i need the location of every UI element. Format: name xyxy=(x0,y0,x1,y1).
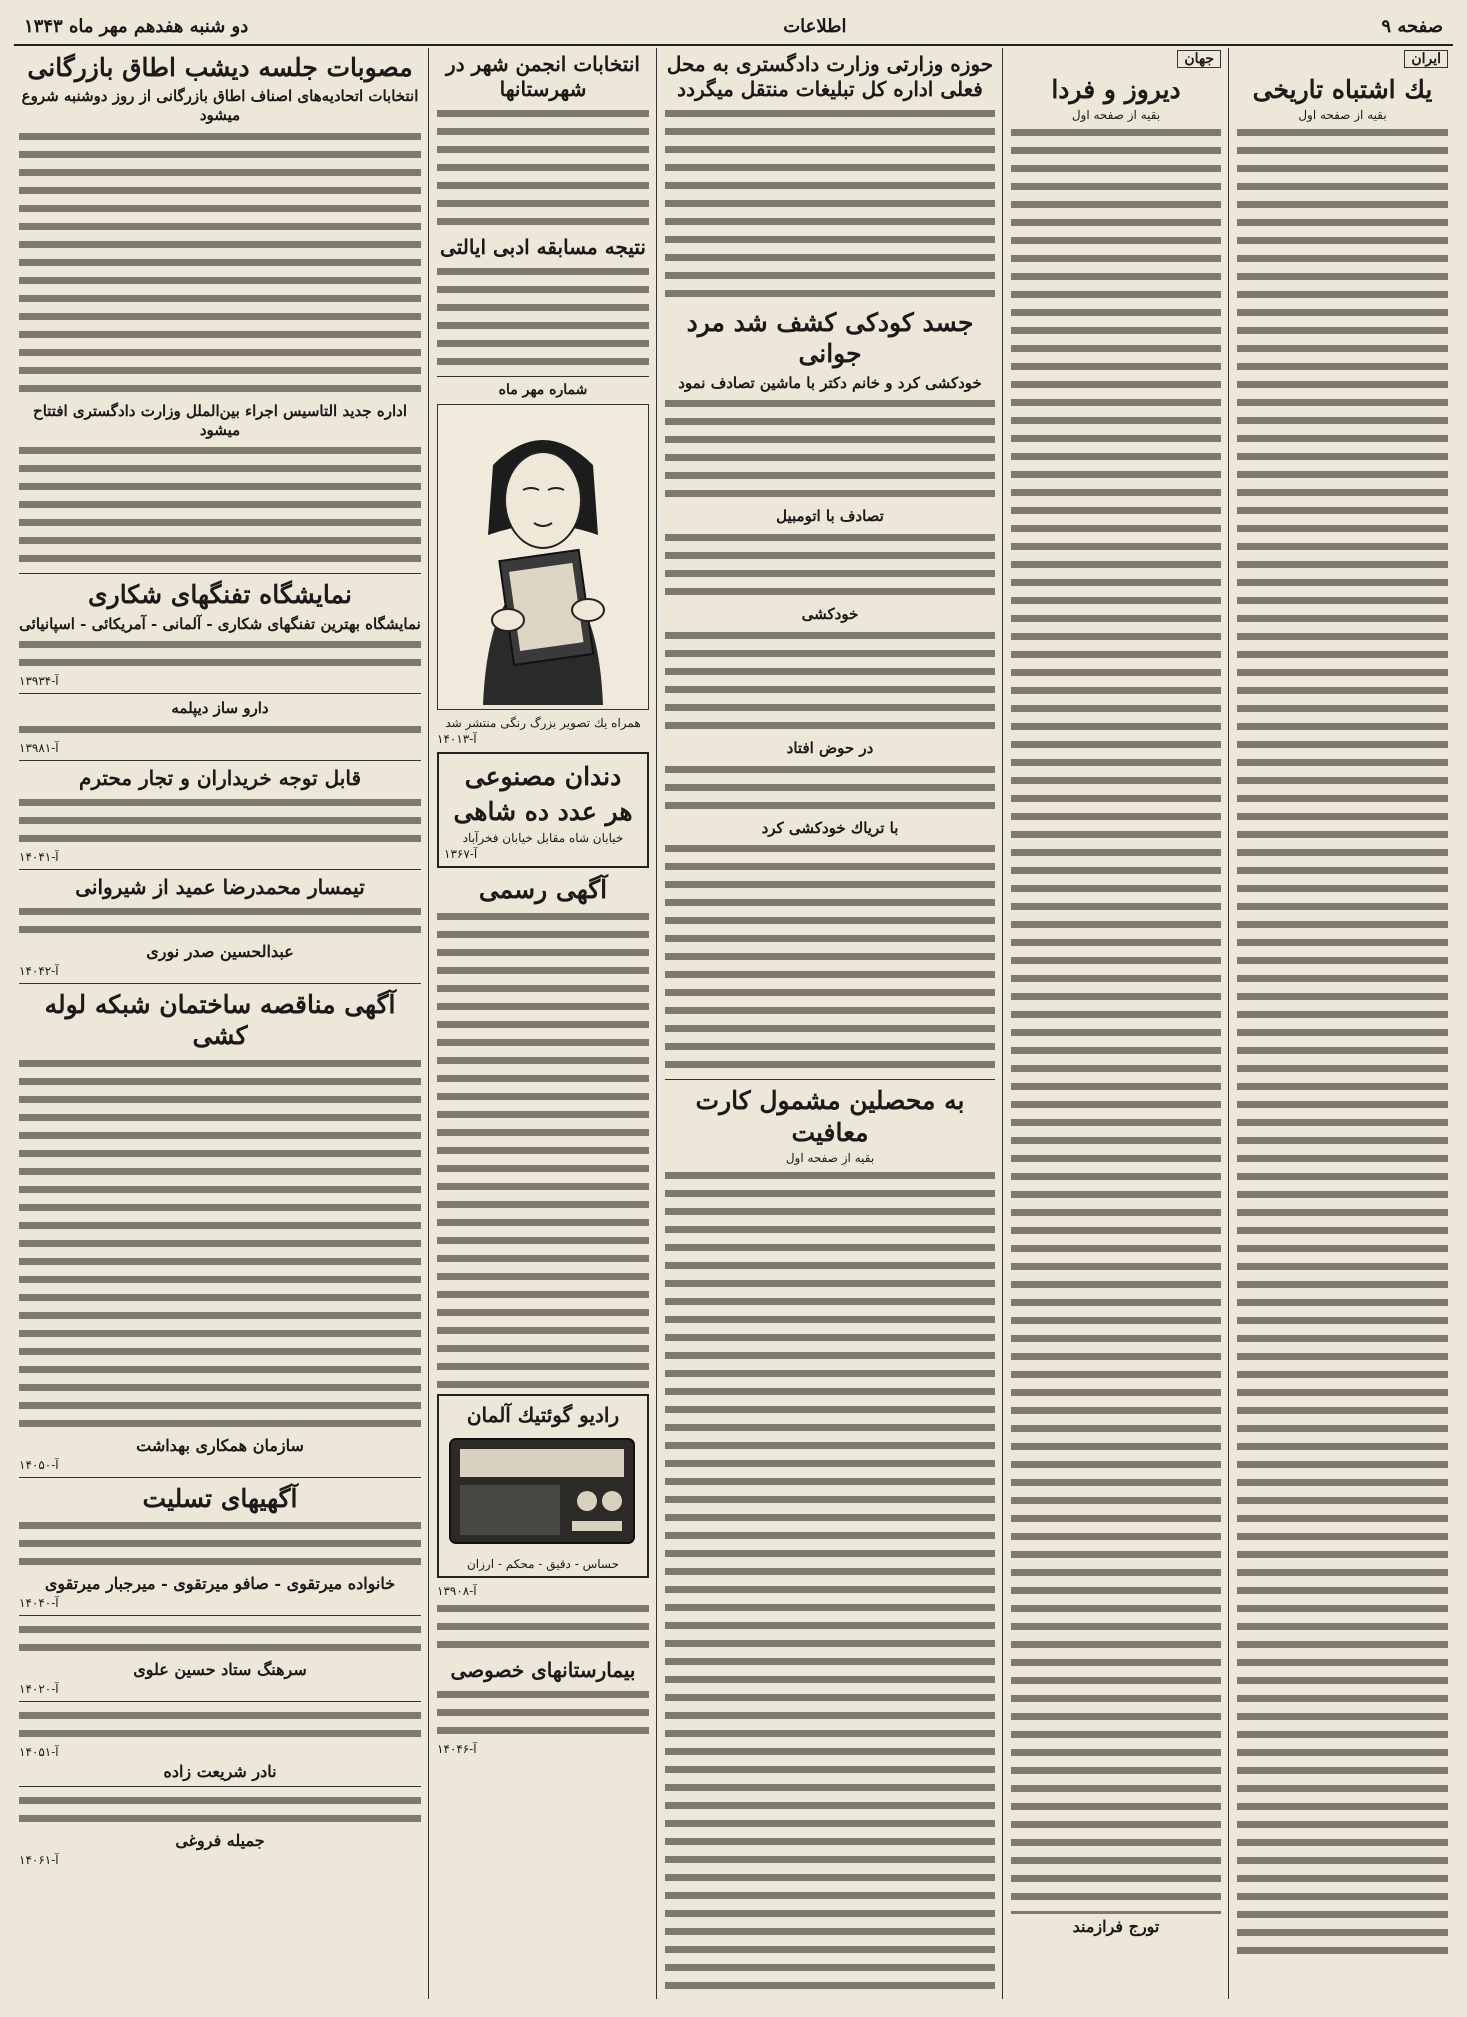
radio-ad-title: رادیو گوئتیك آلمان xyxy=(466,1402,620,1427)
article-body xyxy=(437,105,649,231)
divider xyxy=(19,869,421,870)
newspaper-name: اطلاعات xyxy=(783,15,847,37)
magazine-caption: همراه یك تصویر بزرگ رنگی منتشر شد xyxy=(445,716,641,730)
article-title-historic-mistake: یك اشتباه تاریخی xyxy=(1252,75,1433,104)
divider xyxy=(19,693,421,694)
dental-ad xyxy=(437,752,649,868)
article-body xyxy=(665,840,995,1074)
official-notice-body xyxy=(437,908,649,1388)
divider xyxy=(19,983,421,984)
divider xyxy=(19,573,421,574)
subheadline-car-accident: تصادف با اتومبیل xyxy=(776,507,884,526)
ad-code: آ-۱۴۰۶۱ xyxy=(19,1852,59,1867)
column-world xyxy=(1006,48,1226,1999)
section-tag-world: جهان xyxy=(1177,50,1221,68)
ad-body xyxy=(19,903,421,939)
article-body xyxy=(437,263,649,371)
column-ads-middle xyxy=(432,48,654,1999)
column-rule xyxy=(1002,48,1003,1999)
ad-code: آ-۱۳۶۷ xyxy=(444,846,478,861)
ad-code: آ-۱۴۰۴۱ xyxy=(19,850,59,864)
article-body xyxy=(665,627,995,735)
ad-body xyxy=(19,721,421,739)
article-body xyxy=(1237,124,1448,1956)
subheadline-suicide-2: خودکشی xyxy=(801,605,859,623)
condolence-signature: نادر شریعت زاده xyxy=(163,1761,277,1781)
subheadline-guild-elections: انتخابات اتحادیه‌های اصناف اطاق بازرگانی از روز دوشنبه شروع میشود xyxy=(21,87,419,124)
headline-child-body: جسد کودکی کشف شد مرد جوانی xyxy=(686,308,974,369)
ad-code: آ-۱۳۹۳۴ xyxy=(19,674,59,689)
article-body xyxy=(19,128,421,398)
article-body xyxy=(665,529,995,601)
article-title-yesterday-tomorrow: دیروز و فردا xyxy=(1051,75,1181,104)
ad-buyers-title: قابل توجه خریداران و تجار محترم xyxy=(78,766,362,790)
headline-chamber-commerce: مصوبات جلسه دیشب اطاق بازرگانی xyxy=(27,53,413,82)
ad-hunting-rifles-text: نمایشگاه بهترین تفنگهای شکاری - آلمانی - آمریکائی - اسپانیائی xyxy=(19,614,421,633)
column-rule xyxy=(1228,48,1229,1999)
section-tag-iran: ایران xyxy=(1404,50,1448,68)
radio-illustration xyxy=(442,1431,642,1551)
ad-tender-signature: سازمان همکاری بهداشت xyxy=(136,1435,304,1455)
subheadline-suicide: خودکشی کرد و خانم دکتر با ماشین تصادف نمود xyxy=(678,373,982,392)
dental-ad-address: خیابان شاه مقابل خیابان فخرآباد xyxy=(462,830,624,845)
ad-hunting-rifles-title: نمایشگاه تفنگهای شکاری xyxy=(88,580,352,610)
headline-city-council-elections: انتخابات انجمن شهر در شهرستانها xyxy=(446,52,640,101)
ad-code: آ-۱۴۰۱۳ xyxy=(437,732,477,746)
ad-body xyxy=(19,794,421,848)
condolence-title: آگهیهای تسلیت xyxy=(142,1483,298,1513)
private-hospitals-title: بیمارستانهای خصوصی xyxy=(450,1657,636,1682)
ad-code: آ-۱۳۹۰۸ xyxy=(437,1583,477,1598)
condolence-body xyxy=(19,1621,421,1657)
column-news xyxy=(660,48,1000,1999)
ad-code: آ-۱۴۰۴۲ xyxy=(19,964,59,978)
ad-code: آ-۱۴۰۵۰ xyxy=(19,1457,59,1472)
issue-date: دو شنبه هفدهم مهر ماه ۱۳۴۳ xyxy=(24,15,249,37)
continued-note: بقیه از صفحه اول xyxy=(1298,108,1387,123)
column-rule xyxy=(656,48,657,1999)
subheadline-opium: با تریاك خودکشی کرد xyxy=(761,818,899,837)
private-hospitals-body xyxy=(437,1686,649,1740)
ad-code: آ-۱۴۰۴۶ xyxy=(437,1741,477,1756)
dental-ad-title: دندان مصنوعی xyxy=(464,762,622,791)
continued-note: بقیه از صفحه اول xyxy=(785,1150,875,1165)
headline-justice-ministry: حوزه وزارتی وزارت دادگستری به محل فعلی اداره کل تبلیغات منتقل میگردد xyxy=(666,52,994,101)
page-number: صفحه ۹ xyxy=(1381,15,1443,37)
ad-tender-title: آگهی مناقصه ساختمان شبکه لوله کشی xyxy=(44,990,396,1051)
radio-ad-caption: حساس - دقیق - محکم - ارزان xyxy=(466,1556,620,1571)
column-rule xyxy=(428,48,429,1999)
ad-general-title: تیمسار محمدرضا عمید از شیروانی xyxy=(75,875,365,899)
ad-code: آ-۱۴۰۵۱ xyxy=(19,1744,59,1759)
divider xyxy=(19,1615,421,1616)
headline-literary-contest: نتیجه مسابقه ادبی ایالتی xyxy=(440,235,646,259)
divider xyxy=(19,1701,421,1702)
divider xyxy=(437,376,649,377)
divider xyxy=(19,1786,421,1787)
column-commerce xyxy=(14,48,426,1999)
divider xyxy=(665,1079,995,1080)
article-body xyxy=(665,761,995,815)
ad-body xyxy=(19,636,421,672)
headline-exemption-card: به محصلین مشمول کارت معافیت xyxy=(695,1086,965,1147)
official-notice-title: آگهی رسمی xyxy=(478,874,608,904)
subheadline-new-office: اداره جدید التاسیس اجراء بین‌الملل وزارت دادگستری افتتاح میشود xyxy=(33,401,407,439)
article-body xyxy=(1011,124,1221,1914)
page-header xyxy=(14,8,1453,46)
article-body xyxy=(665,105,995,303)
ad-signature: عبدالحسین صدر نوری xyxy=(146,942,294,961)
condolence-signature: خانواده میرتقوی - صافو میرتقوی - میرجبار میرتقوی xyxy=(44,1573,396,1593)
article-body xyxy=(665,1167,995,1999)
ad-tender-body xyxy=(19,1055,421,1433)
article-body xyxy=(665,395,995,503)
column-iran xyxy=(1232,48,1453,1999)
article-author: تورج فرازمند xyxy=(1072,1917,1160,1937)
magazine-issue-label: شماره مهر ماه xyxy=(498,382,588,398)
ad-pharmacist-title: دارو ساز دیپلمه xyxy=(171,699,269,718)
condolence-body xyxy=(19,1707,421,1743)
condolence-signature: جمیله فروغی xyxy=(175,1830,265,1850)
ad-code: آ-۱۴۰۲۰ xyxy=(19,1681,59,1696)
ad-code: آ-۱۳۹۸۱ xyxy=(19,741,59,755)
article-body xyxy=(19,442,421,568)
condolence-signature: سرهنگ ستاد حسین علوی xyxy=(133,1659,307,1679)
divider xyxy=(19,1477,421,1478)
ad-code: آ-۱۴۰۴۰ xyxy=(19,1595,59,1610)
condolence-body xyxy=(19,1517,421,1571)
radio-ad xyxy=(437,1394,649,1578)
dental-ad-price: هر عدد ده شاهی xyxy=(453,797,633,827)
divider xyxy=(19,760,421,761)
notice-body xyxy=(437,1600,649,1654)
condolence-body xyxy=(19,1792,421,1828)
continued-note: بقیه از صفحه اول xyxy=(1071,108,1161,123)
subheadline-fell-in-pool: در حوض افتاد xyxy=(786,738,874,757)
magazine-woman-illustration xyxy=(437,404,649,710)
